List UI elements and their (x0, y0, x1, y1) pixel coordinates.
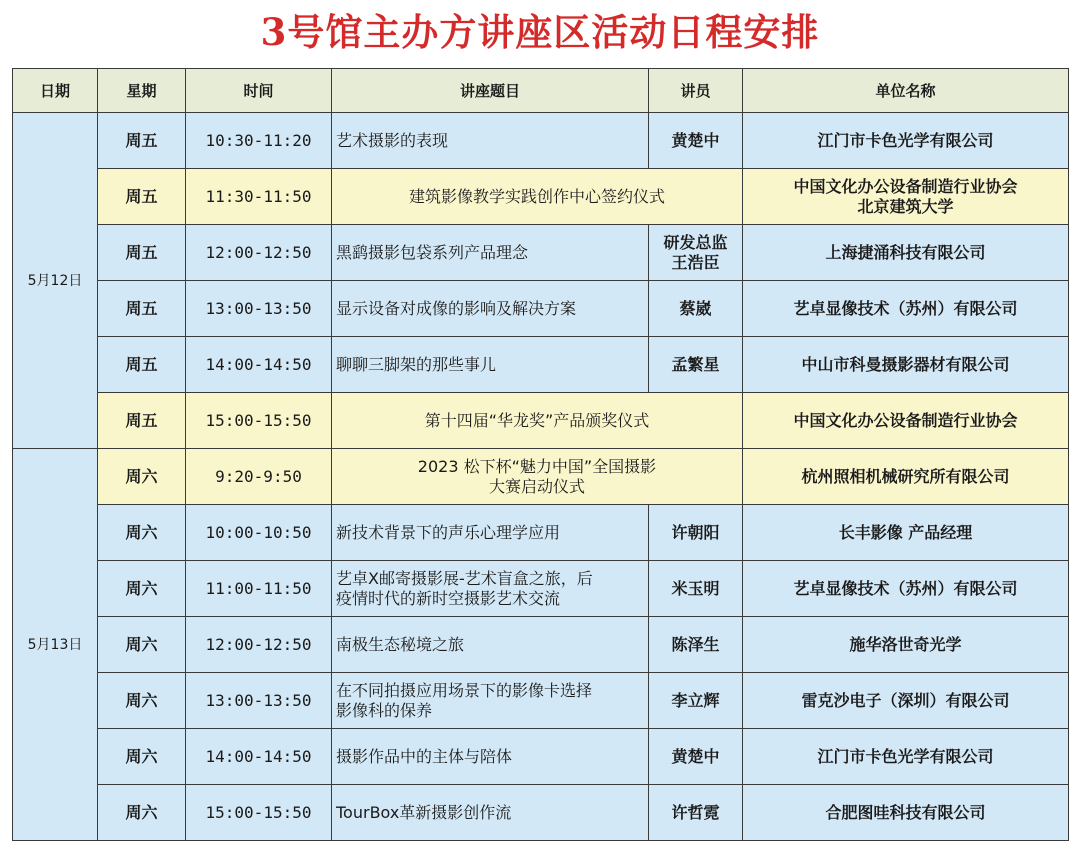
time-cell: 14:00-14:50 (186, 729, 332, 785)
org-cell: 合肥图哇科技有限公司 (743, 785, 1069, 841)
header-weekday: 星期 (98, 69, 186, 113)
topic-cell: 建筑影像教学实践创作中心签约仪式 (332, 169, 743, 225)
org-cell: 雷克沙电子（深圳）有限公司 (743, 673, 1069, 729)
speaker-cell: 研发总监 王浩臣 (649, 225, 743, 281)
topic-cell: 新技术背景下的声乐心理学应用 (332, 505, 649, 561)
schedule-table (12, 68, 1069, 841)
time-cell: 12:00-12:50 (186, 617, 332, 673)
org-cell: 杭州照相机械研究所有限公司 (743, 449, 1069, 505)
org-cell: 艺卓显像技术（苏州）有限公司 (743, 561, 1069, 617)
org-cell: 长丰影像 产品经理 (743, 505, 1069, 561)
time-cell: 13:00-13:50 (186, 673, 332, 729)
weekday-cell: 周六 (98, 505, 186, 561)
topic-cell: 第十四届“华龙奖”产品颁奖仪式 (332, 393, 743, 449)
org-cell: 中国文化办公设备制造行业协会 (743, 393, 1069, 449)
org-cell: 江门市卡色光学有限公司 (743, 729, 1069, 785)
table-row (13, 225, 1069, 281)
speaker-cell: 陈泽生 (649, 617, 743, 673)
topic-cell: 艺术摄影的表现 (332, 113, 649, 169)
table-row (13, 169, 1069, 225)
weekday-cell: 周六 (98, 561, 186, 617)
table-row (13, 561, 1069, 617)
time-cell: 12:00-12:50 (186, 225, 332, 281)
page-title: 3号馆主办方讲座区活动日程安排 (260, 10, 820, 54)
weekday-cell: 周五 (98, 169, 186, 225)
speaker-cell: 许哲霓 (649, 785, 743, 841)
table-row (13, 393, 1069, 449)
header-org: 单位名称 (743, 69, 1069, 113)
speaker-cell: 蔡崴 (649, 281, 743, 337)
table-row (13, 281, 1069, 337)
table-row (13, 113, 1069, 169)
topic-cell: 显示设备对成像的影响及解决方案 (332, 281, 649, 337)
table-row (13, 785, 1069, 841)
time-cell: 11:00-11:50 (186, 561, 332, 617)
weekday-cell: 周五 (98, 113, 186, 169)
table-row (13, 337, 1069, 393)
weekday-cell: 周五 (98, 393, 186, 449)
org-cell: 上海捷涌科技有限公司 (743, 225, 1069, 281)
table-row (13, 729, 1069, 785)
date-cell: 5月13日 (13, 449, 98, 841)
time-cell: 9:20-9:50 (186, 449, 332, 505)
time-cell: 10:30-11:20 (186, 113, 332, 169)
weekday-cell: 周五 (98, 225, 186, 281)
topic-cell: 2023 松下杯“魅力中国”全国摄影 大赛启动仪式 (332, 449, 743, 505)
weekday-cell: 周六 (98, 617, 186, 673)
topic-cell: 艺卓X邮寄摄影展-艺术盲盒之旅，后 疫情时代的新时空摄影艺术交流 (332, 561, 649, 617)
time-cell: 11:30-11:50 (186, 169, 332, 225)
topic-cell: 黑鹞摄影包袋系列产品理念 (332, 225, 649, 281)
time-cell: 15:00-15:50 (186, 393, 332, 449)
time-cell: 15:00-15:50 (186, 785, 332, 841)
header-date: 日期 (13, 69, 98, 113)
table-row (13, 673, 1069, 729)
table-row (13, 617, 1069, 673)
speaker-cell: 孟繁星 (649, 337, 743, 393)
time-cell: 10:00-10:50 (186, 505, 332, 561)
weekday-cell: 周五 (98, 337, 186, 393)
topic-cell: 聊聊三脚架的那些事儿 (332, 337, 649, 393)
topic-cell: 在不同拍摄应用场景下的影像卡选择 影像科的保养 (332, 673, 649, 729)
schedule-body (13, 113, 1069, 841)
header-topic: 讲座题目 (332, 69, 649, 113)
weekday-cell: 周六 (98, 449, 186, 505)
table-row (13, 505, 1069, 561)
time-cell: 14:00-14:50 (186, 337, 332, 393)
org-cell: 江门市卡色光学有限公司 (743, 113, 1069, 169)
speaker-cell: 黄楚中 (649, 113, 743, 169)
org-cell: 中国文化办公设备制造行业协会 北京建筑大学 (743, 169, 1069, 225)
table-row (13, 449, 1069, 505)
weekday-cell: 周六 (98, 785, 186, 841)
weekday-cell: 周六 (98, 673, 186, 729)
header-row (13, 69, 1069, 113)
topic-cell: 摄影作品中的主体与陪体 (332, 729, 649, 785)
org-cell: 中山市科曼摄影器材有限公司 (743, 337, 1069, 393)
weekday-cell: 周六 (98, 729, 186, 785)
header-time: 时间 (186, 69, 332, 113)
org-cell: 艺卓显像技术（苏州）有限公司 (743, 281, 1069, 337)
speaker-cell: 李立辉 (649, 673, 743, 729)
speaker-cell: 黄楚中 (649, 729, 743, 785)
date-cell: 5月12日 (13, 113, 98, 449)
speaker-cell: 米玉明 (649, 561, 743, 617)
header-speaker: 讲员 (649, 69, 743, 113)
topic-cell: TourBox革新摄影创作流 (332, 785, 649, 841)
org-cell: 施华洛世奇光学 (743, 617, 1069, 673)
topic-cell: 南极生态秘境之旅 (332, 617, 649, 673)
time-cell: 13:00-13:50 (186, 281, 332, 337)
speaker-cell: 许朝阳 (649, 505, 743, 561)
weekday-cell: 周五 (98, 281, 186, 337)
